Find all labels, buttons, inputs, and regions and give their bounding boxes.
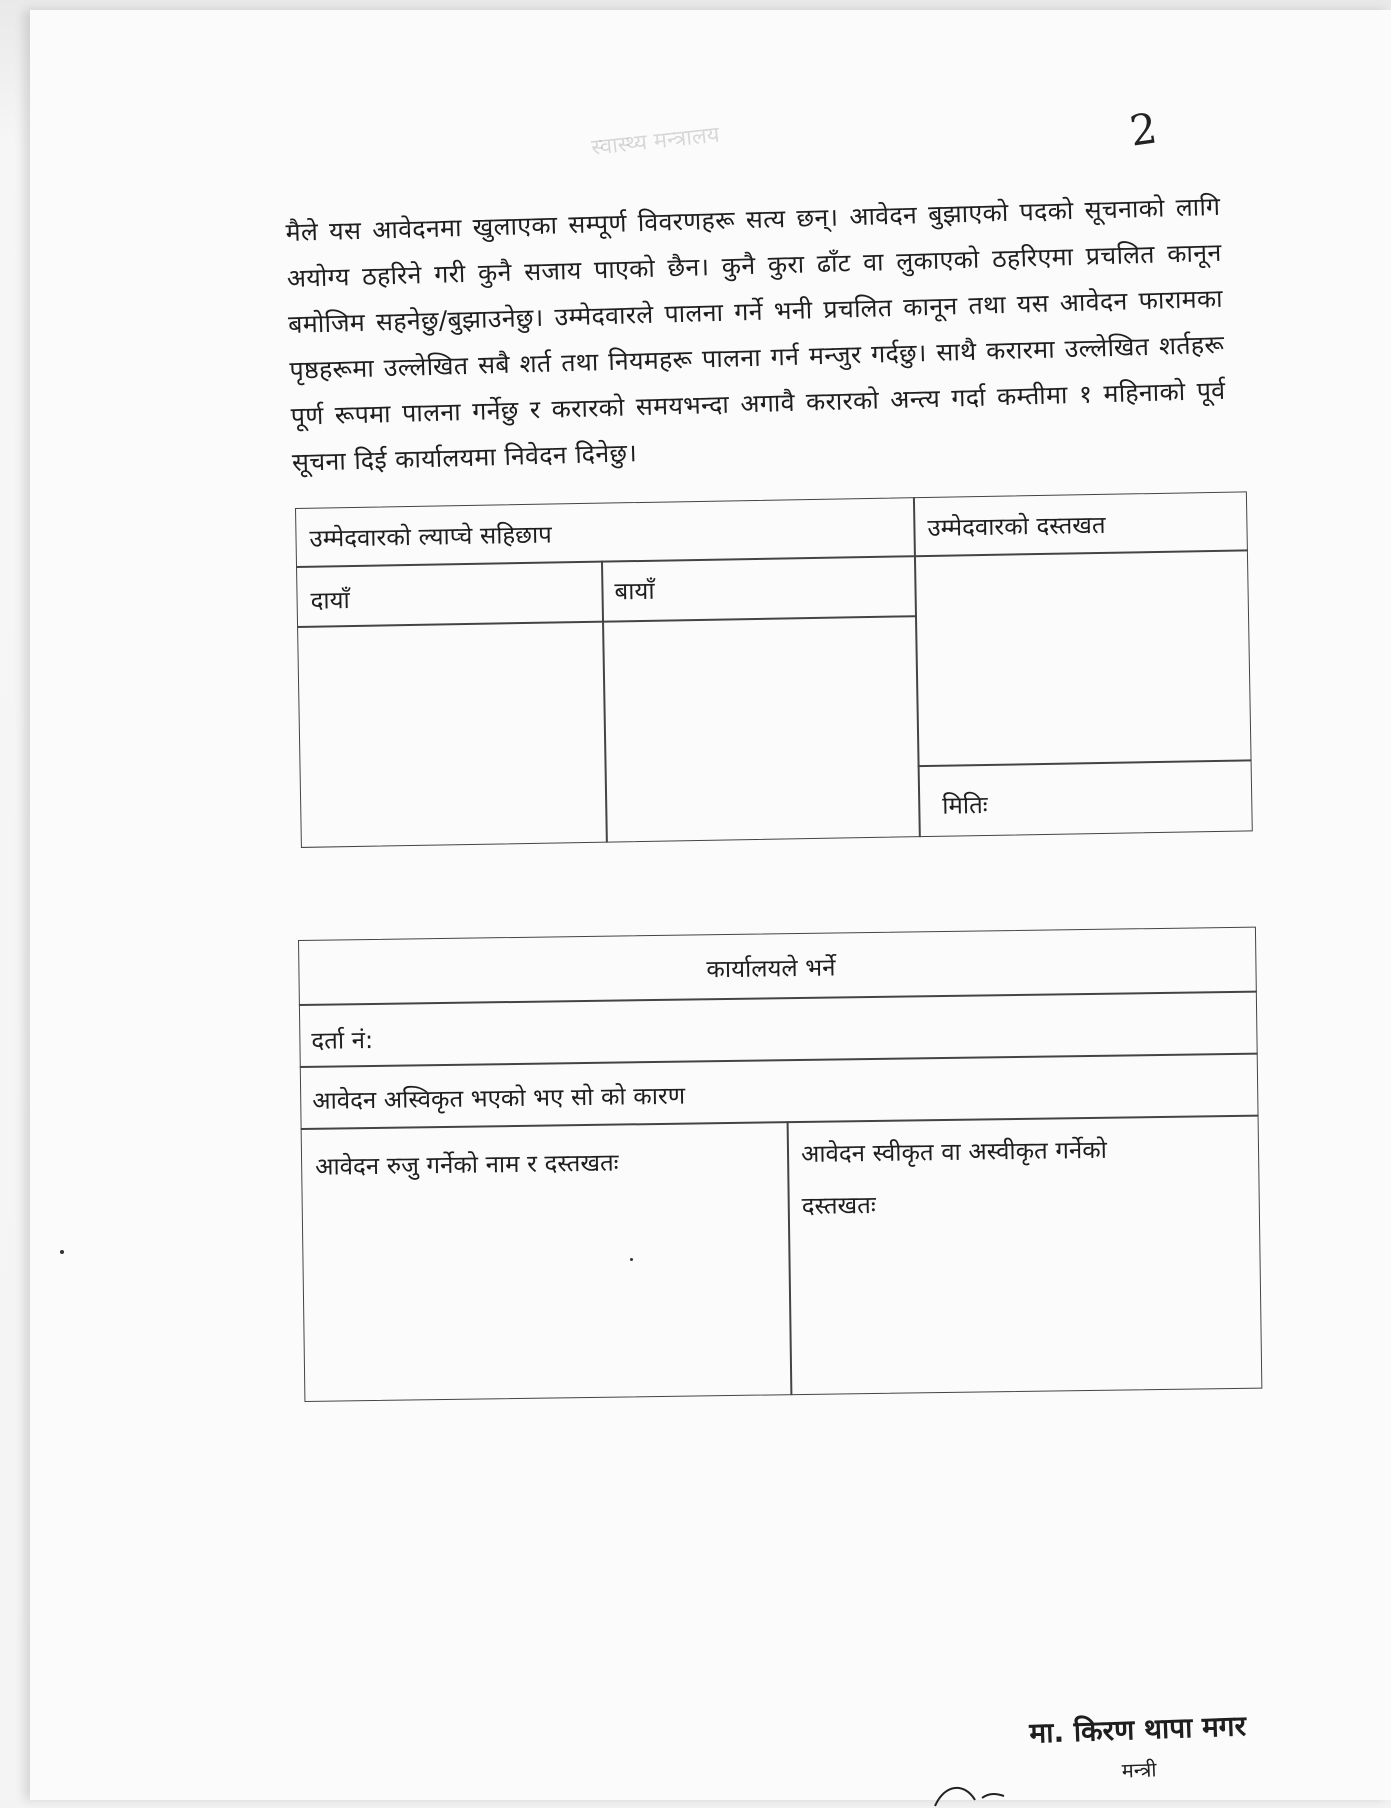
rejection-reason-label: आवेदन अस्विकृत भएको भए सो को कारण (312, 1081, 686, 1115)
scan-speck (630, 1258, 633, 1261)
declaration-paragraph: मैले यस आवेदनमा खुलाएका सम्पूर्ण विवरणहरू सत्य छन्। आवेदन बुझाएको पदको सूचनाको लागि अयोग्य ठहरिने गरी कुनै सजाय पाएको छैन। कुनै कुरा ढाँट वा लुकाएको ठहरिएमा प्रचलित कानून बमोजिम सहनेछु/बुझाउनेछु। उम्मेदवारले पालना गर्ने भनी प्रचलित कानून तथा यस आवेदन फारामका पृष्ठहरूमा उल्लेखित सबै शर्त तथा नियमहरू पालना गर्न मन्जुर गर्दछु। साथै करारमा उल्लेखित शर्तहरू पूर्ण रूपमा पालना गर्नेछु र करारको समयभन्दा अगावै करारको अन्त्य गर्दा कम्तीमा १ महिनाको पूर्व सूचना दिई कार्यालयमा निवेदन दिनेछु। (285, 191, 1226, 477)
left-thumb-label: बायाँ (614, 576, 655, 606)
thumbprint-header: उम्मेदवारको ल्याप्चे सहिछाप (309, 520, 553, 553)
minister-signature-block (1029, 1706, 1248, 1787)
document-page (30, 10, 1391, 1800)
signature-header: उम्मेदवारको दस्तखत (927, 510, 1106, 542)
date-label: मितिः (942, 790, 988, 820)
minister-title: मन्त्री (1121, 1757, 1157, 1783)
office-table-title: कार्यालयले भर्ने (706, 953, 836, 984)
approver-signature-label-line2: दस्तखतः (801, 1190, 876, 1220)
registration-number-label: दर्ता नं: (311, 1025, 374, 1055)
verifier-signature-label: आवेदन रुजु गर्नेको नाम र दस्तखतः (314, 1148, 619, 1181)
right-thumb-label: दायाँ (310, 586, 350, 615)
handwritten-signature-mark (930, 1778, 1050, 1808)
faint-ministry-seal: स्वास्थ्य मन्त्रालय (590, 122, 721, 161)
scan-speck (60, 1250, 64, 1254)
approver-signature-label-line1: आवेदन स्वीकृत वा अस्वीकृत गर्नेको (800, 1135, 1108, 1168)
minister-name: मा. किरण थापा मगर (1028, 1709, 1247, 1750)
page-number: 2 (1126, 103, 1161, 156)
